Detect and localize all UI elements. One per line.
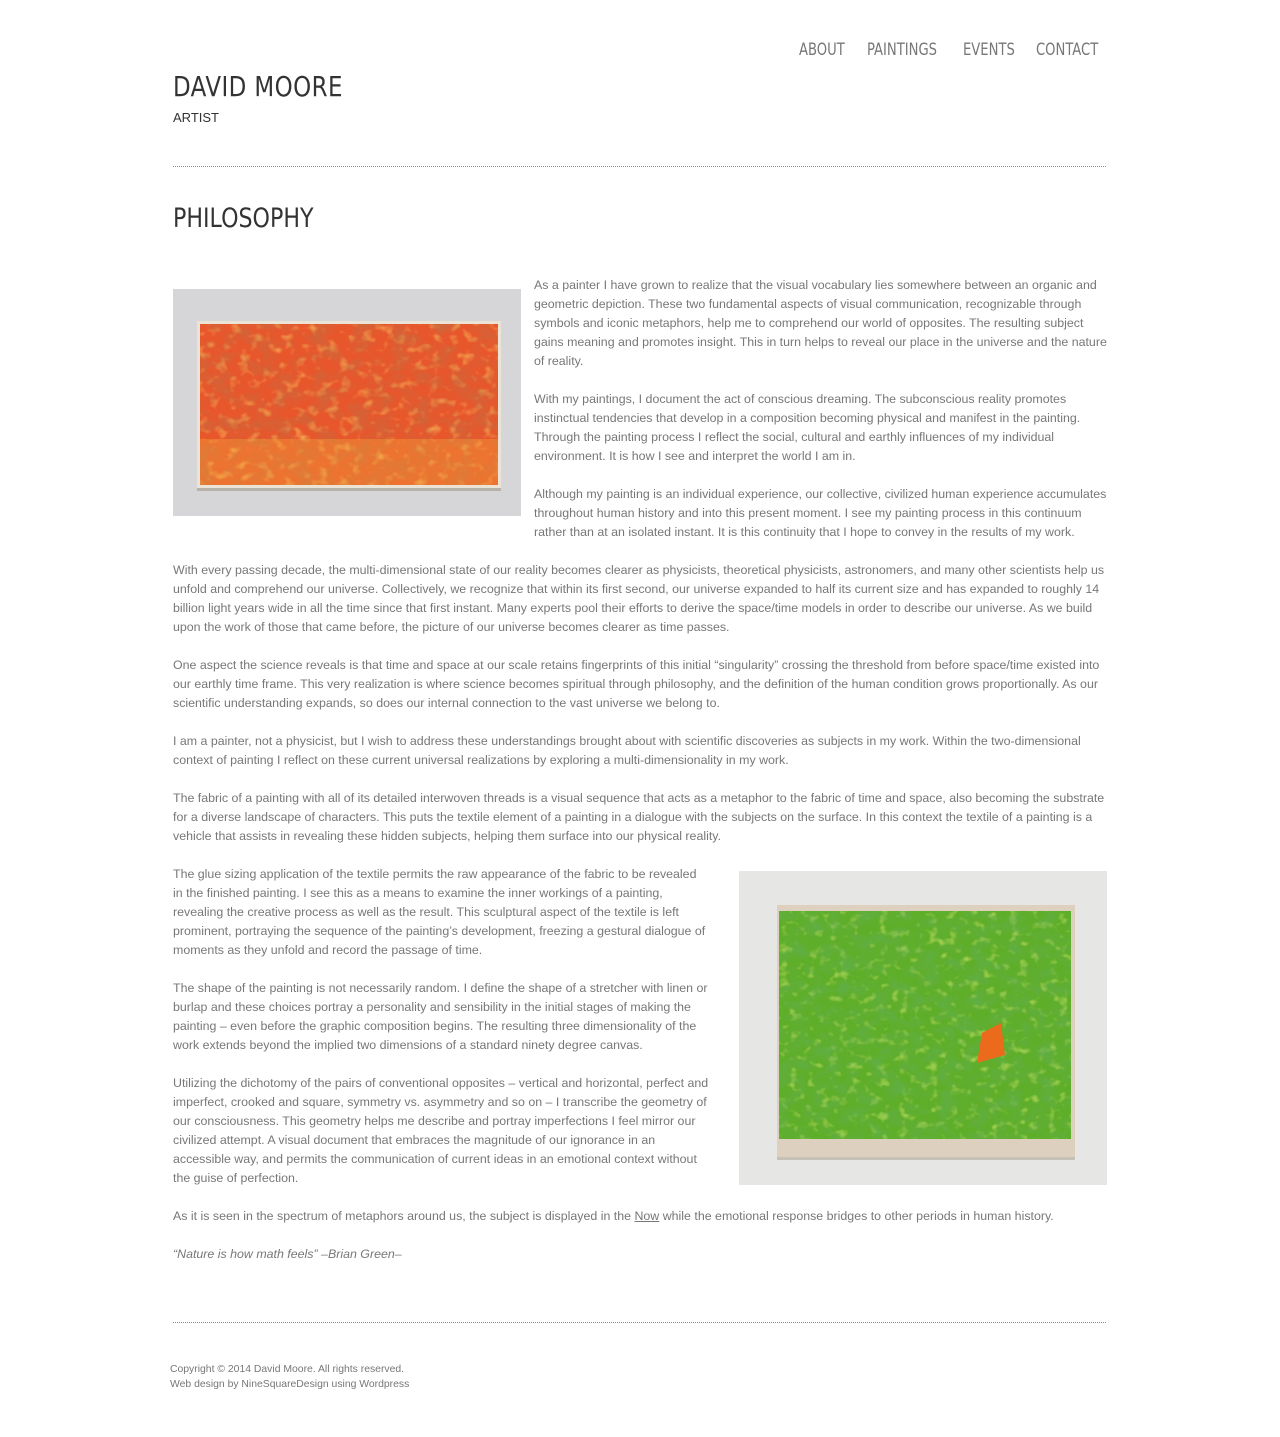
paragraph: With my paintings, I document the act of conscious dreaming. The subconscious reality promotes instinctual tendencies that develop in a composition becoming physical and manifest in the painting. Through the painting process I reflect the social, cultural and earthly influences of my individual environment. It is how I see and interpret the world I am in. xyxy=(534,392,1081,463)
nav-about[interactable]: ABOUT xyxy=(799,40,845,60)
credit-text: Web design by NineSquareDesign using Wordpress xyxy=(170,1379,410,1390)
paragraph: One aspect the science reveals is that time and space at our scale retains fingerprints of this initial “singularity” crossing the threshold from before space/time existed into our earthly time frame. This very realization is where science becomes spiritual through philosophy, and the definition of the human condition grows proportionally. As our scientific understanding expands, so does our internal connection to the vast universe we belong to. xyxy=(173,658,1100,710)
paragraph: With every passing decade, the multi-dimensional state of our reality becomes clearer as physicists, theoretical physicists, astronomers, and many other scientists help us unfold and comprehend our universe. Collectively, we recognize that within its first second, our universe expanded to half its current size and has expanded to roughly 14 billion light years wide in all the time since that first instant. Many experts pool their efforts to derive the space/time models in order to describe our universe. As we build upon the work of those that came before, the picture of our universe becomes clearer as time passes. xyxy=(173,563,1105,634)
nav-events[interactable]: EVENTS xyxy=(963,40,1015,60)
quote: “Nature is how math feels” –Brian Green– xyxy=(173,1247,402,1261)
closing-text-before: As it is seen in the spectrum of metaphors around us, the subject is displayed in the xyxy=(173,1209,635,1223)
closing-text-after: while the emotional response bridges to other periods in human history. xyxy=(659,1209,1054,1223)
paragraph: I am a painter, not a physicist, but I wish to address these understandings brought about with scientific discoveries as subjects in my work. Within the two-dimensional context of painting I reflect on these current universal realizations by exploring a multi-dimensionality in my work. xyxy=(173,734,1081,767)
red-painting-image xyxy=(173,289,521,516)
footer-divider xyxy=(173,1322,1106,1323)
now-link[interactable]: Now xyxy=(634,1209,660,1223)
nav-paintings[interactable]: PAINTINGS xyxy=(867,40,937,60)
closing-paragraph xyxy=(173,1207,1107,1226)
header-divider xyxy=(173,166,1106,167)
paragraph: Although my painting is an individual experience, our collective, civilized human experience accumulates throughout human history and into this present moment. I see my painting process in this continuum rather than at an isolated instant. It is this continuity that I hope to convey in the results of my work. xyxy=(534,487,1107,539)
paragraph: Utilizing the dichotomy of the pairs of conventional opposites – vertical and horizontal, perfect and imperfect, crooked and square, symmetry vs. asymmetry and so on – I transcribe the geometry of our consciousness. This geometry helps me describe and portray imperfections I feel mirror our civilized attempt. A visual document that embraces the magnitude of our ignorance in an accessible way, and permits the communication of current ideas in an emotional context without the guise of perfection. xyxy=(173,1076,709,1185)
paragraph: The shape of the painting is not necessarily random. I define the shape of a stretcher with linen or burlap and these choices portray a personality and sensibility in the initial stages of making the painting – even before the graphic composition begins. The resulting three dimensionality of the work extends beyond the implied two dimensions of a standard ninety degree canvas. xyxy=(173,981,708,1052)
paragraph: The fabric of a painting with all of its detailed interwoven threads is a visual sequence that acts as a metaphor to the fabric of time and space, also becoming the substrate for a diverse landscape of characters. This puts the textile element of a painting in a dialogue with the subjects on the surface. In this context the textile of a painting is a vehicle that assists in revealing these hidden subjects, helping them surface into our physical reality. xyxy=(173,791,1105,843)
paragraph: As a painter I have grown to realize that the visual vocabulary lies somewhere between an organic and geometric depiction. These two fundamental aspects of visual communication, recognizable through symbols and iconic metaphors, help me to comprehend our world of opposites. The resulting subject gains meaning and promotes insight. This in turn helps to reveal our place in the universe and the nature of reality. xyxy=(534,278,1107,368)
green-painting-image xyxy=(739,871,1107,1185)
copyright-text: Copyright © 2014 David Moore. All rights reserved. xyxy=(170,1364,405,1375)
page-title: PHILOSOPHY xyxy=(173,203,314,234)
philosophy-content xyxy=(173,276,1107,1283)
site-tagline: ARTIST xyxy=(173,110,219,125)
nav-contact[interactable]: CONTACT xyxy=(1036,40,1099,60)
paragraph: The glue sizing application of the textile permits the raw appearance of the fabric to be revealed in the finished painting. I see this as a means to examine the inner workings of a painting, revealing the creative process as well as the result. This sculptural aspect of the textile is left prominent, portraying the sequence of the painting’s development, freezing a gestural dialogue of moments as they unfold and record the passage of time. xyxy=(173,867,706,957)
site-title[interactable]: DAVID MOORE xyxy=(173,70,343,103)
footer xyxy=(170,1362,409,1392)
